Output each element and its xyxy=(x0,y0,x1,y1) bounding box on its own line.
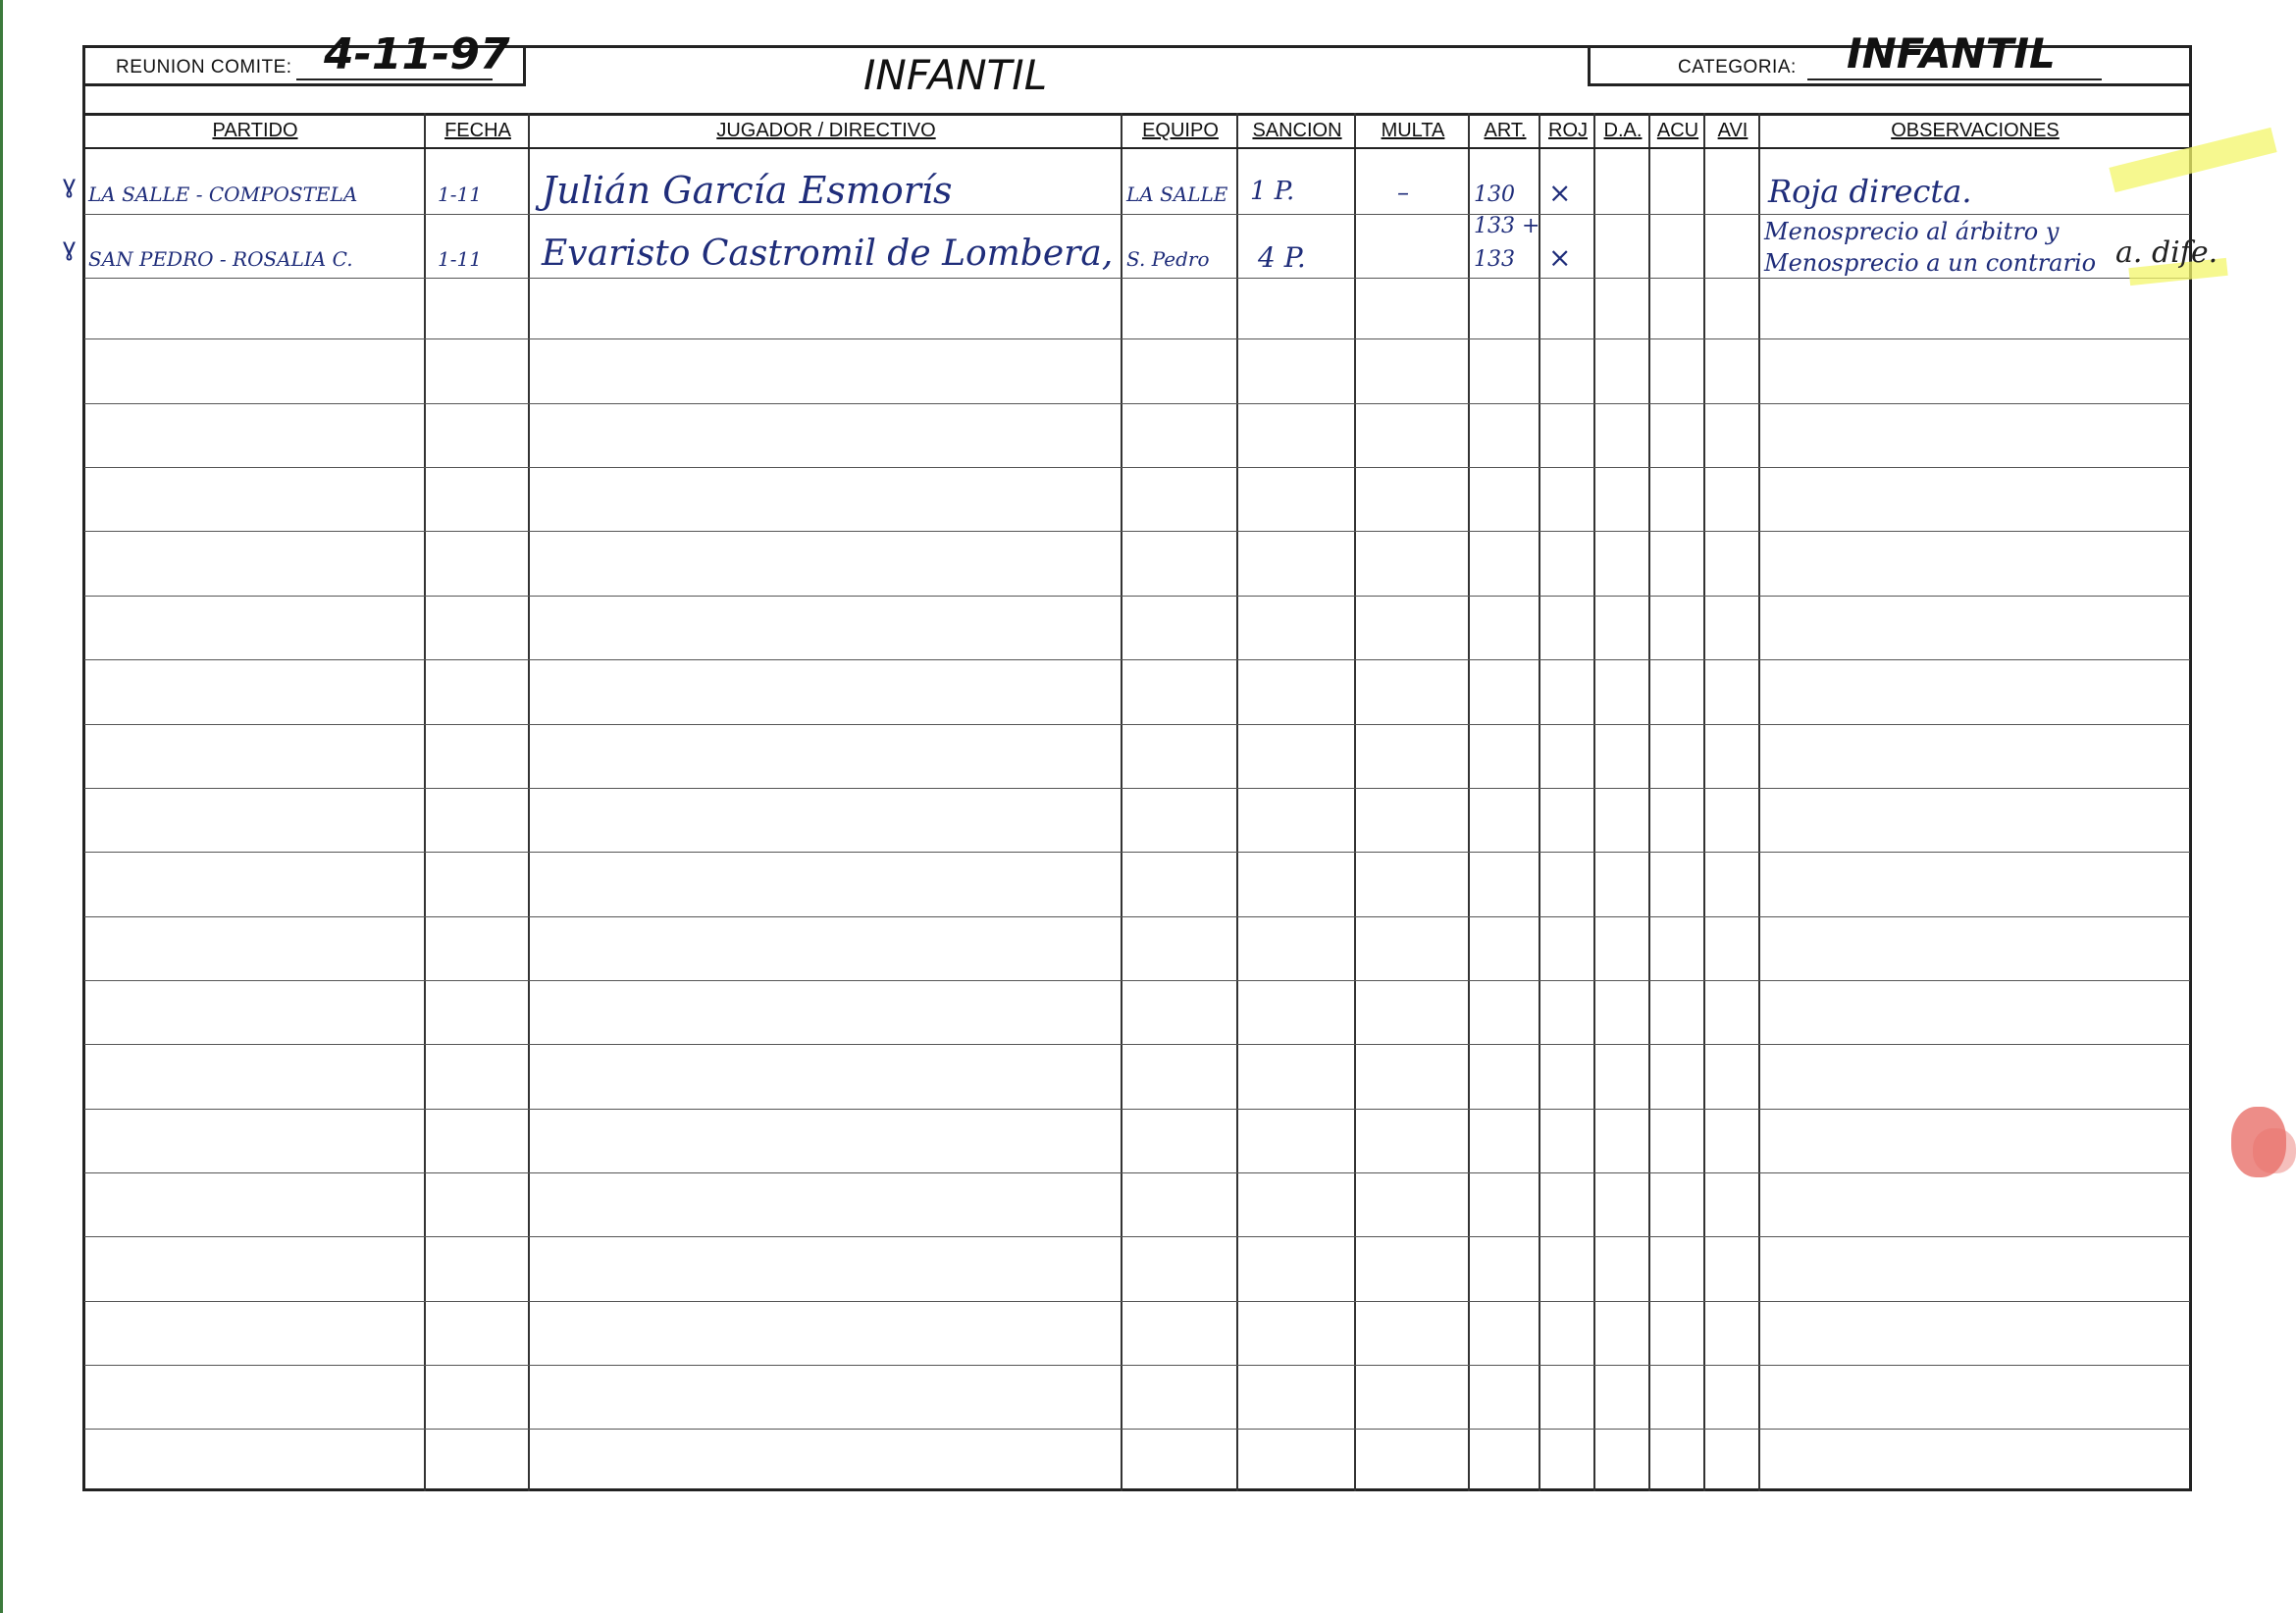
category-underline xyxy=(1807,78,2102,80)
row-line xyxy=(84,1429,2190,1430)
col-divider xyxy=(1539,113,1540,1491)
col-acu: ACU xyxy=(1656,120,1699,141)
col-multa: MULTA xyxy=(1381,120,1445,141)
row-line xyxy=(84,467,2190,468)
title-handwritten: INFANTIL xyxy=(863,51,1048,99)
red-card-mark: × xyxy=(1548,177,1572,209)
row-margin-mark: ɣ xyxy=(63,169,77,198)
row-line xyxy=(84,1172,2190,1173)
col-divider xyxy=(1354,113,1356,1491)
col-art: ART. xyxy=(1484,120,1527,141)
row-observaciones: Menosprecio al árbitro y xyxy=(1764,218,2060,245)
row-line xyxy=(84,1236,2190,1237)
row-line xyxy=(84,214,2190,215)
header-row-line xyxy=(84,147,2190,149)
row-line xyxy=(84,1044,2190,1045)
col-observaciones: OBSERVACIONES xyxy=(1891,120,2060,141)
row-observaciones: Roja directa. xyxy=(1768,173,1972,210)
col-divider xyxy=(1758,113,1760,1491)
row-art: 133 + xyxy=(1474,214,1540,238)
col-divider xyxy=(1593,113,1595,1491)
row-art-second: 133 xyxy=(1474,247,1515,272)
row-partido: SAN PEDRO - ROSALIA C. xyxy=(88,247,353,271)
red-stain xyxy=(2253,1128,2296,1173)
col-divider xyxy=(424,113,426,1491)
row-margin-mark: ɣ xyxy=(63,232,77,261)
col-fecha: FECHA xyxy=(444,120,511,141)
row-fecha: 1-11 xyxy=(438,247,482,271)
row-line xyxy=(84,1109,2190,1110)
row-line xyxy=(84,852,2190,853)
row-observaciones-second: Menosprecio a un contrario xyxy=(1764,249,2097,277)
row-line xyxy=(84,916,2190,917)
row-jugador: Evaristo Castromil de Lombera, xyxy=(542,234,1114,274)
row-line xyxy=(84,980,2190,981)
row-multa: – xyxy=(1397,179,1409,206)
meeting-label: REUNION COMITE: xyxy=(116,57,292,78)
col-equipo: EQUIPO xyxy=(1142,120,1219,141)
row-line xyxy=(84,531,2190,532)
category-value: INFANTIL xyxy=(1847,29,2056,78)
col-avi: AVI xyxy=(1717,120,1748,141)
col-divider xyxy=(1468,113,1470,1491)
category-label: CATEGORIA: xyxy=(1678,57,1797,78)
row-jugador: Julián García Esmorís xyxy=(542,169,953,212)
row-fecha: 1-11 xyxy=(438,182,482,206)
row-art: 130 xyxy=(1474,182,1515,207)
col-partido: PARTIDO xyxy=(212,120,298,141)
col-divider xyxy=(1703,113,1705,1491)
col-divider xyxy=(1121,113,1122,1491)
col-jugador: JUGADOR / DIRECTIVO xyxy=(716,120,936,141)
row-sancion: 1 P. xyxy=(1250,177,1295,206)
col-sancion: SANCION xyxy=(1252,120,1342,141)
row-line xyxy=(84,724,2190,725)
row-sancion: 4 P. xyxy=(1258,241,1306,274)
col-divider xyxy=(1236,113,1238,1491)
meeting-date: 4-11-97 xyxy=(324,29,510,79)
row-line xyxy=(84,338,2190,339)
row-observaciones-extra: a. dife. xyxy=(2115,235,2218,270)
row-line xyxy=(84,596,2190,597)
row-line xyxy=(84,1301,2190,1302)
red-card-mark: × xyxy=(1548,241,1572,274)
row-line xyxy=(84,403,2190,404)
row-line xyxy=(84,659,2190,660)
row-partido: LA SALLE - COMPOSTELA xyxy=(88,182,358,206)
row-line xyxy=(84,278,2190,279)
col-da: D.A. xyxy=(1603,120,1643,141)
row-line xyxy=(84,1365,2190,1366)
row-equipo: S. Pedro xyxy=(1126,247,1210,271)
row-line xyxy=(84,788,2190,789)
scan-edge xyxy=(0,0,3,1613)
col-roj: ROJ xyxy=(1548,120,1588,141)
row-equipo: LA SALLE xyxy=(1126,182,1228,206)
col-divider xyxy=(528,113,530,1491)
col-divider xyxy=(1648,113,1650,1491)
